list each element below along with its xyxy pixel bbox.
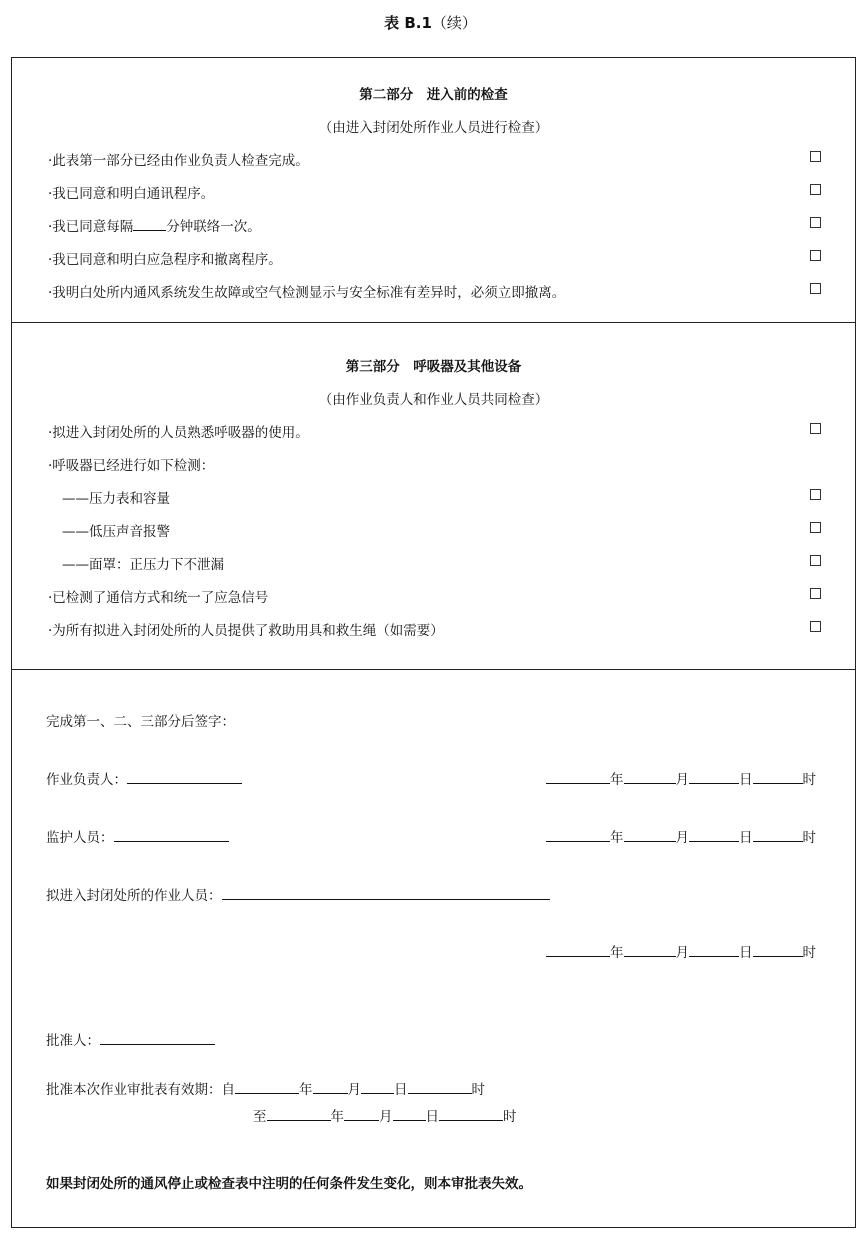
to-day-field[interactable] (393, 1108, 426, 1121)
entrants-signature-field[interactable] (222, 887, 550, 900)
section-part2 (12, 58, 855, 323)
guardian-hour-field[interactable] (753, 829, 803, 842)
entrants-year-field[interactable] (546, 944, 610, 957)
hour-label: 时 (503, 1109, 517, 1125)
month-label: 月 (675, 830, 689, 846)
part3-checkbox-1[interactable] (810, 423, 821, 434)
guardian-row (46, 826, 229, 846)
to-year-field[interactable] (267, 1108, 331, 1121)
guardian-day-field[interactable] (689, 829, 739, 842)
part2-item-5: ·我明白处所内通风系统发生故障或空气检测显示与安全标准有差异时，必须立即撤离。 (48, 285, 566, 301)
day-label: 日 (425, 1109, 439, 1125)
month-label: 月 (675, 945, 689, 961)
part2-checkbox-1[interactable] (810, 151, 821, 162)
entrants-row (46, 884, 550, 904)
supervisor-signature-field[interactable] (127, 771, 242, 784)
part2-item-3-text: ·我已同意每隔 (48, 219, 134, 235)
table-title (0, 12, 861, 33)
validity-to-row (253, 1105, 517, 1125)
part2-item-3 (48, 215, 261, 235)
supervisor-row (46, 768, 242, 788)
hour-label: 时 (471, 1082, 485, 1098)
part3-checkbox-5[interactable] (810, 588, 821, 599)
supervisor-hour-field[interactable] (753, 771, 803, 784)
form-frame (11, 57, 856, 1228)
part3-checkbox-6[interactable] (810, 621, 821, 632)
part2-heading: 第二部分 进入前的检查 (359, 87, 508, 103)
month-label: 月 (379, 1109, 393, 1125)
day-label: 日 (739, 830, 753, 846)
part3-item-2: ·呼吸器已经进行如下检测： (48, 458, 215, 474)
part3-checkbox-4[interactable] (810, 555, 821, 566)
day-label: 日 (739, 945, 753, 961)
year-label: 年 (610, 945, 624, 961)
validity-label: 批准本次作业审批表有效期：自 (46, 1082, 235, 1098)
part3-subitem-1: ——压力表和容量 (62, 491, 170, 507)
hour-label: 时 (802, 772, 816, 788)
entrants-month-field[interactable] (624, 944, 676, 957)
part3-subheading: （由作业负责人和作业人员共同检查） (318, 392, 549, 408)
supervisor-date (546, 768, 816, 788)
supervisor-year-field[interactable] (546, 771, 610, 784)
from-month-field[interactable] (313, 1081, 348, 1094)
month-label: 月 (347, 1082, 361, 1098)
part2-checkbox-5[interactable] (810, 283, 821, 294)
section-signatures (12, 670, 855, 1227)
from-year-field[interactable] (235, 1081, 299, 1094)
supervisor-day-field[interactable] (689, 771, 739, 784)
part2-item-1: ·此表第一部分已经由作业负责人检查完成。 (48, 153, 309, 169)
month-label: 月 (675, 772, 689, 788)
year-label: 年 (610, 772, 624, 788)
part2-item-4: ·我已同意和明白应急程序和撤离程序。 (48, 252, 282, 268)
hour-label: 时 (802, 830, 816, 846)
part2-item-2: ·我已同意和明白通讯程序。 (48, 186, 215, 202)
year-label: 年 (610, 830, 624, 846)
guardian-date (546, 826, 816, 846)
entrants-date (546, 941, 816, 961)
entrants-label: 拟进入封闭处所的作业人员： (46, 888, 222, 904)
interval-minutes-field[interactable] (133, 218, 166, 231)
year-label: 年 (330, 1109, 344, 1125)
entrants-day-field[interactable] (689, 944, 739, 957)
part3-subitem-2: ——低压声音报警 (62, 524, 170, 540)
approver-signature-field[interactable] (100, 1032, 215, 1045)
to-hour-field[interactable] (439, 1108, 503, 1121)
part3-checkbox-3[interactable] (810, 522, 821, 533)
table-title-main: 表 B.1 (384, 14, 432, 32)
supervisor-label: 作业负责人： (46, 772, 127, 788)
part3-checkbox-2[interactable] (810, 489, 821, 500)
signature-intro: 完成第一、二、三部分后签字： (46, 714, 235, 730)
from-day-field[interactable] (361, 1081, 394, 1094)
hour-label: 时 (802, 945, 816, 961)
validity-from-row (46, 1078, 485, 1098)
approver-row (46, 1029, 215, 1049)
part2-checkbox-4[interactable] (810, 250, 821, 261)
invalidation-notice: 如果封闭处所的通风停止或检查表中注明的任何条件发生变化，则本审批表失效。 (46, 1176, 532, 1192)
supervisor-month-field[interactable] (624, 771, 676, 784)
part2-item-3-suffix: 分钟联络一次。 (166, 219, 261, 235)
part3-item-3: ·已检测了通信方式和统一了应急信号 (48, 590, 269, 606)
year-label: 年 (299, 1082, 313, 1098)
part2-checkbox-3[interactable] (810, 217, 821, 228)
part2-checkbox-2[interactable] (810, 184, 821, 195)
guardian-label: 监护人员： (46, 830, 114, 846)
day-label: 日 (739, 772, 753, 788)
from-hour-field[interactable] (408, 1081, 472, 1094)
guardian-signature-field[interactable] (114, 829, 229, 842)
part3-item-1: ·拟进入封闭处所的人员熟悉呼吸器的使用。 (48, 425, 309, 441)
guardian-month-field[interactable] (624, 829, 676, 842)
part3-heading: 第三部分 呼吸器及其他设备 (345, 359, 522, 375)
table-title-cont: （续） (431, 14, 477, 32)
part3-subitem-3: ——面罩：正压力下不泄漏 (62, 557, 224, 573)
approver-label: 批准人： (46, 1033, 100, 1049)
guardian-year-field[interactable] (546, 829, 610, 842)
section-part3 (12, 323, 855, 670)
entrants-hour-field[interactable] (753, 944, 803, 957)
validity-to-label: 至 (253, 1109, 267, 1125)
to-month-field[interactable] (344, 1108, 379, 1121)
part3-item-4: ·为所有拟进入封闭处所的人员提供了救助用具和救生绳（如需要） (48, 623, 444, 639)
day-label: 日 (394, 1082, 408, 1098)
part2-subheading: （由进入封闭处所作业人员进行检查） (318, 120, 549, 136)
